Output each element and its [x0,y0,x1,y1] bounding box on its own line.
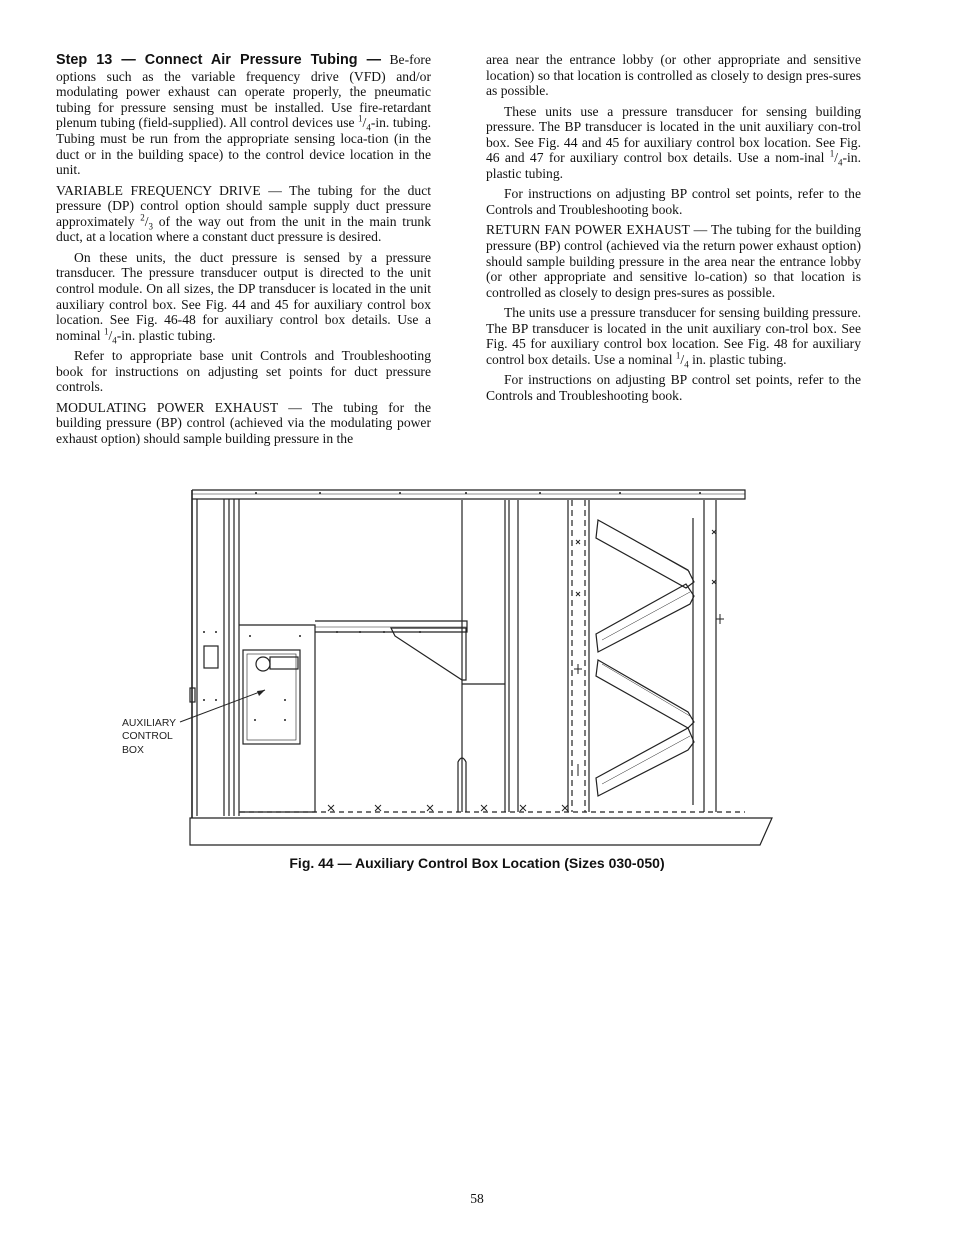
vfd-heading: VARIABLE FREQUENCY DRIVE [56,182,261,198]
unit-cutaway-drawing [118,486,782,848]
auxiliary-control-box-label: AUXILIARY CONTROL BOX [122,718,177,756]
left-text-column [56,52,431,451]
paragraph-rfpe-transducer: The units use a pressure transducer for sensing building pressure. The BP transducer is located in the unit auxiliary con-trol box. See Fig. 45 for auxiliary control box location. See Fig. 48 for auxiliary control box details. Use a nominal $^1/_4$ in. plastic tubing. [486,305,861,370]
paragraph-bp-transducer: These units use a pressure transducer for sensing building pressure. The BP transducer is located in the unit auxiliary con-trol box. See Fig. 44 and 45 for auxiliary control box location. See Fig. 46 and 47 for auxiliary control box details. Use a nom-inal $^1/_4-in$. plastic tubing. [486,103,861,181]
right-text-column [486,52,861,408]
paragraph-area: area near the entrance lobby (or other appropriate and sensitive location) so that location is controlled as closely to design pres-sures as possible. [486,52,861,99]
paragraph-mpe: MODULATING POWER EXHAUST — The tubing for the building pressure (BP) control (achieved via the modulating power exhaust option) should sample building pressure in the [56,399,431,446]
rfpe-heading: RETURN FAN POWER EXHAUST [486,222,690,238]
paragraph-dp-transducer: On these units, the duct pressure is sensed by a pressure transducer. The pressure transducer output is directed to the unit control module. On all sizes, the DP transducer is located in the unit auxiliary control box. See Fig. 44 and 45 for auxiliary control box location. See Fig. 46-48 for auxiliary control box details. Use a nominal $^1/_4-in$. plastic tubing. [56,249,431,346]
figure-caption: Fig. 44 — Auxiliary Control Box Location (Sizes 030-050) [289,855,665,871]
paragraph-bp-setpoints: For instructions on adjusting BP control set points, refer to the Controls and Troubleshooting book. [486,186,861,217]
paragraph-rfpe-setpoints: For instructions on adjusting BP control set points, refer to the Controls and Troubleshooting book. [486,372,861,403]
mpe-heading: MODULATING POWER EXHAUST [56,399,278,415]
paragraph-vfd: VARIABLE FREQUENCY DRIVE — The tubing for the duct pressure (DP) control option should sample supply duct pressure approximately $^2/_3$ of the way out from the unit in the main trunk duct, at a location where a constant duct pressure is desired. [56,182,431,245]
page-number: 58 [470,1191,484,1206]
paragraph-refer: Refer to appropriate base unit Controls and Troubleshooting book for instructions on adjusting set points for duct pressure controls. [56,348,431,395]
step-heading: Step 13 — Connect Air Pressure Tubing — [56,52,381,68]
paragraph-rfpe: RETURN FAN POWER EXHAUST — The tubing for the building pressure (BP) control (achieved via the return power exhaust option) should sample building pressure in the area near the entrance lobby (or other appropriate and sensitive lo-cation) so that location is controlled as closely to design pres-sures as possible. [486,222,862,300]
paragraph-step13: Step 13 — Connect Air Pressure Tubing — Be-fore options such as the variable frequency drive (VFD) and/or modulating power exhaust can operate properly, the pneumatic tubing for pressure sensing must be installed. Use fire-retardant plenum tubing (field-supplied). All control devices use $^1/_4-in$. tubing. Tubing must be run from the appropriate sensing loca-tion (in the duct or in the building space) to the control device location in the unit. [56,52,431,178]
